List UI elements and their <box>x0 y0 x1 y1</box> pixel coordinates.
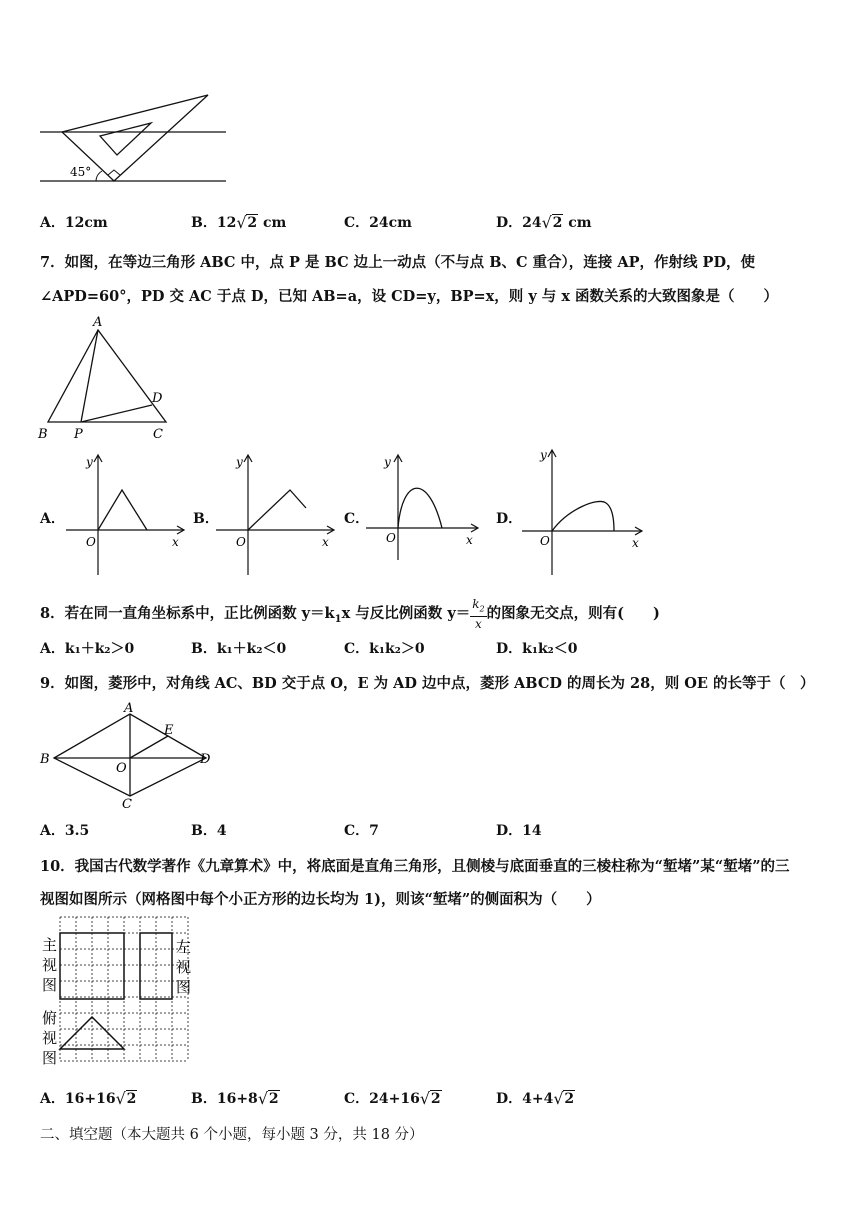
origin-label: O <box>86 535 96 549</box>
y-label: y <box>540 448 547 462</box>
q8-option-b[interactable]: B．k₁＋k₂＜0 <box>191 641 287 657</box>
q8-option-d[interactable]: D．k₁k₂＜0 <box>496 641 578 657</box>
x-label: x <box>632 536 639 550</box>
q10-option-a[interactable]: A．16+16√ 2 <box>40 1088 137 1108</box>
q7-graph-b <box>212 450 338 578</box>
point-e-label: E <box>164 723 174 738</box>
q7-triangle-figure <box>36 314 176 444</box>
q7-option-b[interactable]: B． <box>193 511 219 527</box>
angle-arc <box>96 171 102 181</box>
fraction-k2-over-x: $\frac{k_2}{x}$ <box>472 597 485 632</box>
x-label: x <box>322 535 329 549</box>
point-p-label: P <box>74 427 83 442</box>
q9-option-b[interactable]: B．4 <box>191 823 227 839</box>
q6-option-a[interactable]: A．12cm <box>40 215 108 231</box>
top-view-label-3: 图 <box>42 1049 58 1067</box>
point-o-label: O <box>116 761 127 776</box>
q8-option-a[interactable]: A．k₁＋k₂＞0 <box>40 641 135 657</box>
set-square-inner <box>100 123 151 155</box>
graph-curve <box>398 488 442 528</box>
side-view-label-2: 视 <box>176 958 192 976</box>
q10-option-c[interactable]: C．24+16√ 2 <box>344 1088 442 1108</box>
graph-curve <box>98 490 147 530</box>
point-d-label: D <box>152 391 163 406</box>
segment-ap <box>81 330 98 422</box>
origin-label: O <box>386 531 396 545</box>
q7-text-line2: ∠APD=60°，PD 交 AC 于点 D，已知 AB=a，设 CD=y，BP=x，则 y 与 x 函数关系的大致图象是（ ） <box>40 288 779 305</box>
sqrt-symbol: √ 2 <box>542 215 564 231</box>
q10-option-b[interactable]: B．16+8√ 2 <box>191 1088 280 1108</box>
point-c-label: C <box>122 797 132 810</box>
point-b-label: B <box>38 427 48 442</box>
q7-option-d[interactable]: D． <box>496 511 523 527</box>
sqrt-symbol: √ 2 <box>258 1091 280 1107</box>
triangle-abc <box>48 330 166 422</box>
q7-graph-d <box>518 445 648 577</box>
point-d-label: D <box>200 752 211 767</box>
graph-curve <box>552 501 614 531</box>
top-view-label-1: 俯 <box>42 1009 58 1027</box>
graph-curve <box>248 490 306 530</box>
sqrt-symbol: √ 2 <box>420 1091 442 1107</box>
q10-three-view-figure <box>40 912 200 1068</box>
q6-option-c[interactable]: C．24cm <box>344 215 412 231</box>
q10-text-line2: 视图如图所示（网格图中每个小正方形的边长均为 1)，则该“堑堵”的侧面积为（ ） <box>40 891 601 908</box>
q7-graph-a <box>62 450 188 578</box>
q9-option-c[interactable]: C．7 <box>344 823 379 839</box>
q8-text: 8．若在同一直角坐标系中，正比例函数 $y=k_1x$ 与反比例函数 y＝ $\frac{k_2}{x}$ 的图象无交点，则有( ) <box>40 597 660 632</box>
q9-rhombus-figure <box>38 700 218 810</box>
angle-label: 45° <box>70 165 92 179</box>
point-b-label: B <box>40 752 50 767</box>
front-view-label-1: 主 <box>42 936 58 954</box>
q6-figure <box>38 92 230 188</box>
front-view-label-2: 视 <box>42 956 58 974</box>
q6-option-b[interactable]: B．12√ 2 cm <box>191 212 286 232</box>
y-label: y <box>384 455 391 469</box>
origin-label: O <box>236 535 246 549</box>
segment-oe <box>130 736 168 758</box>
point-a-label: A <box>93 315 103 330</box>
right-angle-mark <box>108 170 120 175</box>
section-2-heading: 二、填空题（本大题共 6 个小题，每小题 3 分，共 18 分） <box>40 1127 424 1143</box>
y-label: y <box>236 455 243 469</box>
q6-option-d[interactable]: D．24√ 2 cm <box>496 212 592 232</box>
point-a-label: A <box>124 701 134 716</box>
q10-option-d[interactable]: D．4+4√ 2 <box>496 1088 575 1108</box>
q7-option-a[interactable]: A． <box>40 511 65 527</box>
side-view-label-3: 图 <box>176 978 192 996</box>
q9-option-d[interactable]: D．14 <box>496 823 542 839</box>
y-label: y <box>86 455 93 469</box>
point-c-label: C <box>153 427 163 442</box>
q7-option-c[interactable]: C． <box>344 511 370 527</box>
x-label: x <box>172 535 179 549</box>
q10-text-line1: 10．我国古代数学著作《九章算术》中，将底面是直角三角形，且侧棱与底面垂直的三棱柱称为“堑堵”某“堑堵”的三 <box>40 858 790 875</box>
q9-option-a[interactable]: A．3.5 <box>40 823 90 839</box>
x-label: x <box>466 533 473 547</box>
sqrt-symbol: √ 2 <box>116 1091 138 1107</box>
sqrt-symbol: √ 2 <box>553 1091 575 1107</box>
q7-graph-c <box>362 450 488 578</box>
origin-label: O <box>540 534 550 548</box>
q8-option-c[interactable]: C．k₁k₂＞0 <box>344 641 425 657</box>
q7-text-line1: 7．如图，在等边三角形 ABC 中，点 P 是 BC 边上一动点（不与点 B、C 重合），连接 AP，作射线 PD，使 <box>40 254 756 271</box>
top-view-label-2: 视 <box>42 1029 58 1047</box>
sqrt-symbol: √ 2 <box>236 215 258 231</box>
q9-text: 9．如图，菱形中，对角线 AC、BD 交于点 O，E 为 AD 边中点，菱形 ABCD 的周长为 28，则 OE 的长等于（ ） <box>40 675 815 692</box>
side-view-label-1: 左 <box>176 938 192 956</box>
front-view-label-3: 图 <box>42 976 58 994</box>
ray-pd <box>81 405 152 422</box>
